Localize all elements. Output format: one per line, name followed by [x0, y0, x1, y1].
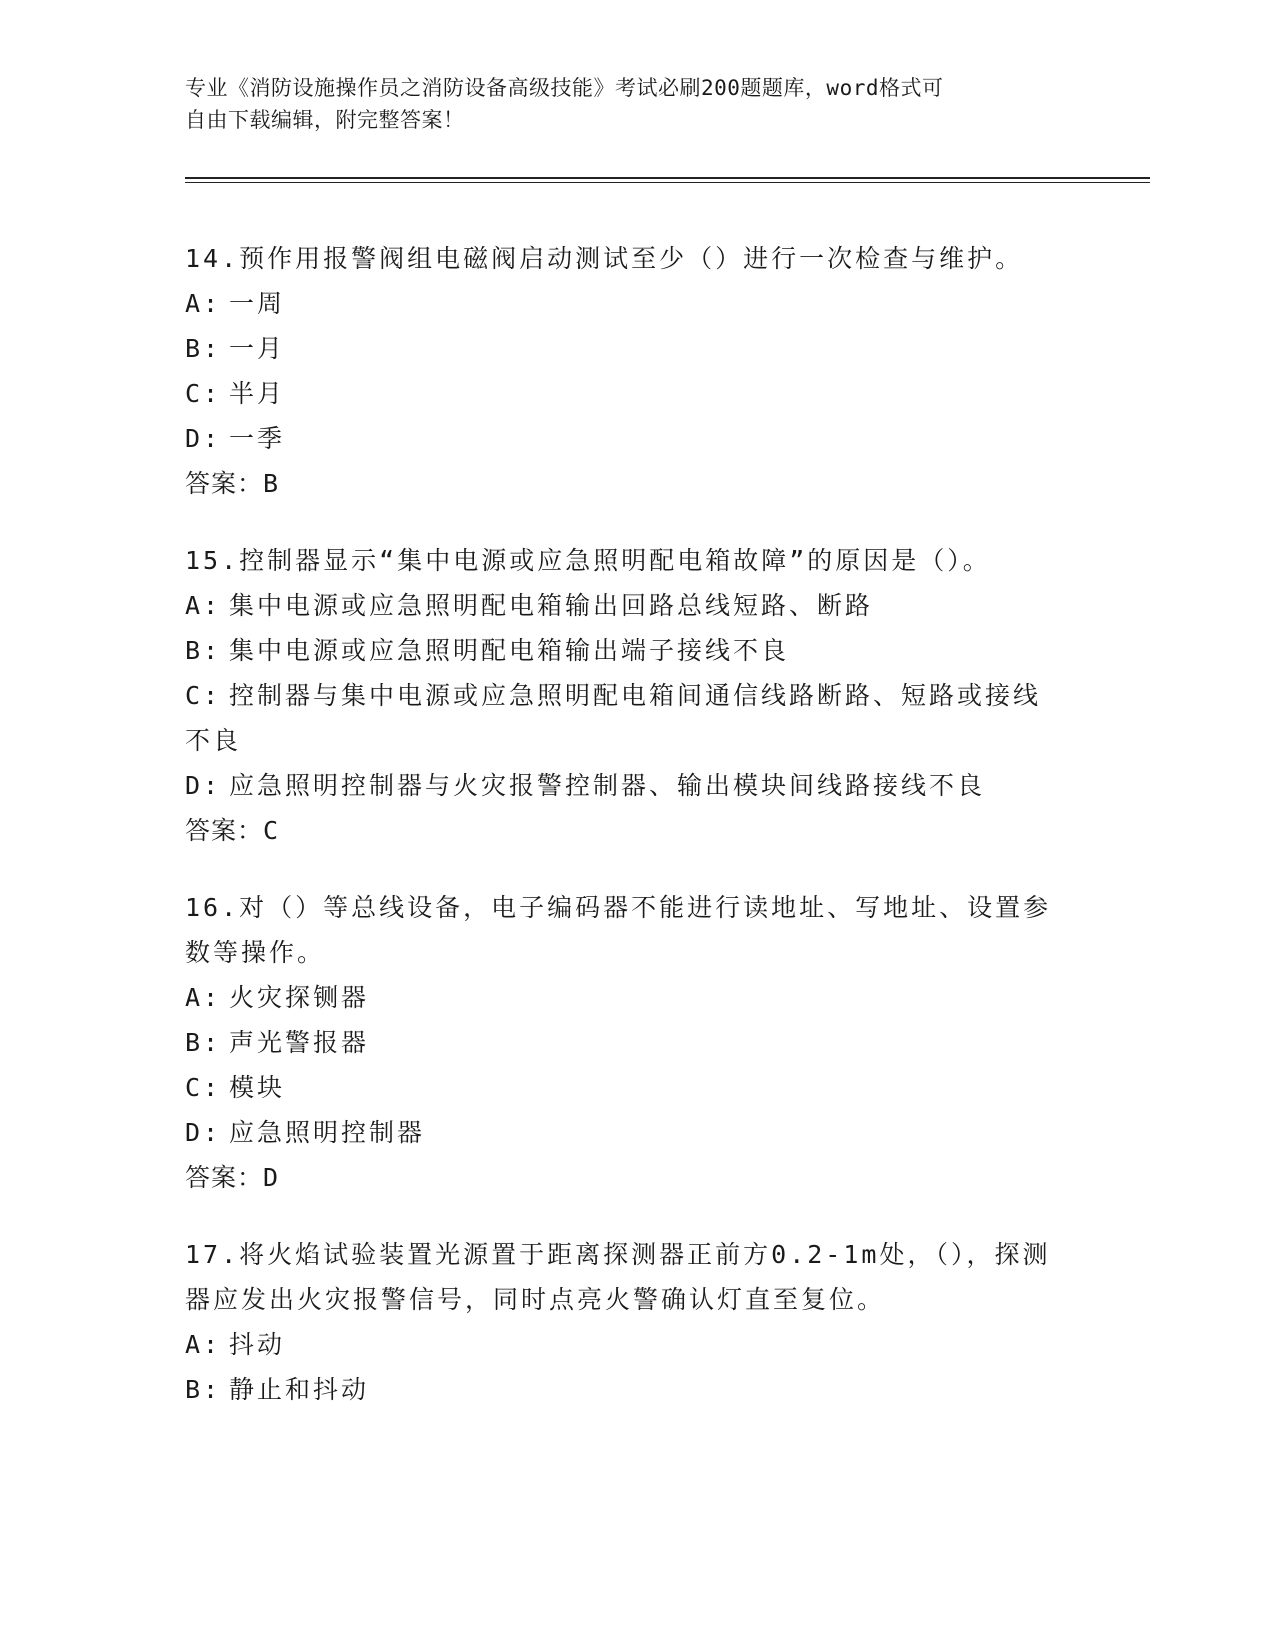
option-label: A: [185, 983, 222, 1012]
option-text: 应急照明控制器 [229, 1118, 426, 1147]
option-label: C: [185, 681, 222, 710]
option-text: 静止和抖动 [229, 1375, 370, 1404]
answer-prefix: 答案： [185, 469, 264, 498]
option-c [185, 371, 1065, 416]
option-a [185, 1322, 1065, 1367]
option-label: B: [185, 1028, 222, 1057]
question-16 [185, 885, 1065, 1200]
option-label: A: [185, 591, 222, 620]
option-d [185, 1110, 1065, 1155]
option-d [185, 763, 1065, 808]
answer-line [185, 1155, 1065, 1200]
option-text: 应急照明控制器与火灾报警控制器、输出模块间线路接线不良 [229, 771, 986, 800]
option-a [185, 583, 1065, 628]
document-header [185, 72, 1065, 136]
question-text: 15.控制器显示“集中电源或应急照明配电箱故障”的原因是（）。 [185, 546, 991, 575]
header-line-2: 自由下载编辑，附完整答案！ [185, 108, 465, 132]
answer-line [185, 808, 1065, 853]
option-label: C: [185, 379, 222, 408]
question-list [185, 236, 1065, 1444]
answer-value: B [263, 469, 280, 498]
option-text: 模块 [229, 1073, 286, 1102]
option-label: D: [185, 424, 222, 453]
option-a [185, 281, 1065, 326]
option-d [185, 416, 1065, 461]
option-label: A: [185, 289, 222, 318]
question-text: 16.对（）等总线设备，电子编码器不能进行读地址、写地址、设置参数等操作。 [185, 893, 1052, 967]
answer-prefix: 答案： [185, 1163, 264, 1192]
question-text: 14.预作用报警阀组电磁阀启动测试至少（）进行一次检查与维护。 [185, 244, 1024, 273]
option-text: 半月 [229, 379, 286, 408]
option-b [185, 326, 1065, 371]
option-b [185, 1020, 1065, 1065]
option-label: C: [185, 1073, 222, 1102]
header-divider-thick [185, 177, 1150, 179]
option-c [185, 1065, 1065, 1110]
option-b [185, 628, 1065, 673]
option-label: B: [185, 1375, 222, 1404]
answer-line [185, 461, 1065, 506]
header-line-1: 专业《消防设施操作员之消防设备高级技能》考试必刷200题题库，word格式可 [185, 76, 944, 100]
option-text: 声光警报器 [229, 1028, 370, 1057]
option-text: 控制器与集中电源或应急照明配电箱间通信线路断路、短路或接线不良 [185, 681, 1042, 755]
option-text: 一周 [229, 289, 286, 318]
question-text: 17.将火焰试验装置光源置于距离探测器正前方0.2-1m处，（），探测器应发出火灾报警信号，同时点亮火警确认灯直至复位。 [185, 1240, 1051, 1314]
question-14 [185, 236, 1065, 506]
answer-value: D [263, 1163, 280, 1192]
option-c [185, 673, 1065, 763]
option-b [185, 1367, 1065, 1412]
option-text: 火灾探铡器 [229, 983, 370, 1012]
answer-prefix: 答案： [185, 816, 264, 845]
option-label: B: [185, 636, 222, 665]
option-label: D: [185, 1118, 222, 1147]
option-text: 集中电源或应急照明配电箱输出端子接线不良 [229, 636, 790, 665]
header-divider-thin [185, 182, 1150, 183]
question-15 [185, 538, 1065, 853]
option-a [185, 975, 1065, 1020]
answer-value: C [263, 816, 280, 845]
option-label: D: [185, 771, 222, 800]
option-text: 抖动 [229, 1330, 286, 1359]
question-17 [185, 1232, 1065, 1412]
option-label: B: [185, 334, 222, 363]
option-text: 一月 [229, 334, 286, 363]
option-text: 一季 [229, 424, 286, 453]
option-text: 集中电源或应急照明配电箱输出回路总线短路、断路 [229, 591, 874, 620]
option-label: A: [185, 1330, 222, 1359]
